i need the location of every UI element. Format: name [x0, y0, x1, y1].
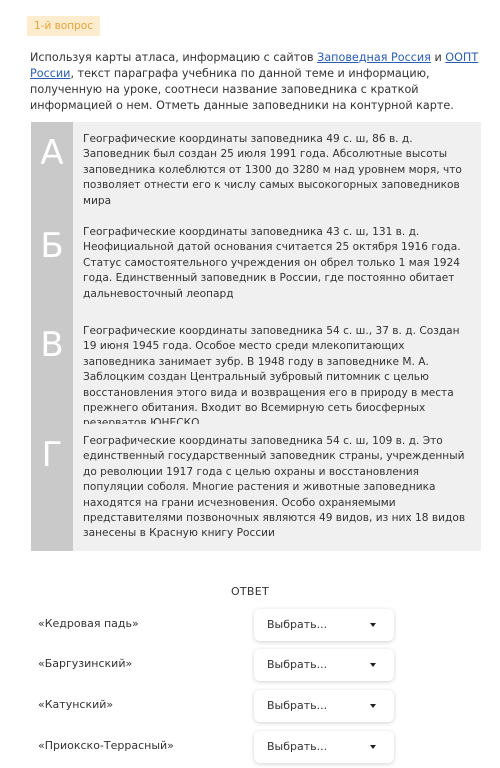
option-description: Географические координаты заповедника 49 с. ш, 86 в. д. Заповедник был создан 25 июля 1991 года. Абсолютные высоты заповедника колеблются от 1300 до 3280 м над уровнем моря, что позволяет отнести его к числу самых высокогорных заповедников мира [73, 122, 481, 215]
answer-row-barguzinsky [0, 649, 500, 679]
option-letter: Г [31, 424, 73, 551]
option-letter: В [31, 314, 73, 424]
answer-label: «Катунский» [38, 698, 114, 711]
option-description: Географические координаты заповедника 54 с. ш., 37 в. д. Создан 19 июня 1945 года. Особое место среди млекопитающих заповедника занимает зубр. В 1948 году в заповеднике М. А. Заблоцким создан Центральный зубровый питомник с целью восстановления этого вида и возвращения его в природу в места прежнего обитания. Входит во Всемирную сеть биосферных [73, 314, 481, 424]
answer-label: «Баргузинский» [38, 657, 133, 670]
answer-row-kedrovaya-pad [0, 609, 500, 639]
select-value: Выбрать... [267, 740, 328, 753]
caret-down-icon [370, 704, 376, 708]
answer-select-dropdown[interactable] [254, 731, 394, 763]
option-letter: Б [31, 215, 73, 314]
option-row-a [31, 122, 481, 215]
answer-heading: ОТВЕТ [230, 585, 270, 598]
intro-text-end: , текст параграфа учебника по данной теме и информацию, полученную на уроке, соотнеси название заповедника с краткой информацией о нем. Отметь данные заповедники на контурной карте. [30, 67, 454, 112]
oopt-rossii-link[interactable]: ООПТ России [30, 51, 479, 80]
option-row-v [31, 314, 481, 424]
caret-down-icon [370, 745, 376, 749]
option-row-g [31, 424, 481, 551]
reserve-descriptions [31, 122, 481, 551]
answer-label: «Кедровая падь» [38, 617, 139, 630]
answer-select-dropdown[interactable] [254, 609, 394, 641]
zapovednaya-rossiya-link[interactable]: Заповедная Россия [317, 51, 431, 64]
option-description: Географические координаты заповедника 43 с. ш, 131 в. д. Неофициальной датой основания считается 25 октября 1916 года. Статус самостоятельного учреждения он обрел только 1 мая 1924 года. Единственный заповедник в России, где постоянно обитает дальневосточный леопард [73, 215, 481, 314]
intro-text-start: Используя карты атласа, информацию с сайтов [30, 51, 318, 64]
option-letter: А [31, 122, 73, 215]
question-number-badge: 1-й вопрос [27, 16, 100, 36]
select-value: Выбрать... [267, 618, 328, 631]
answer-select-dropdown[interactable] [254, 649, 394, 681]
question-text [30, 50, 480, 114]
option-description: Географические координаты заповедника 54 с. ш, 109 в. д. Это единственный государственный заповедник страны, учрежденный до революции 1917 года с целью охраны и восстановления популяции соболя. Многие растения и животные заповедника находятся на грани исчезновения. Особо охраняемыми представителями позвоночных являются 49 видов, из них 18 видов занесены в Красную книгу России [73, 424, 481, 551]
caret-down-icon [370, 663, 376, 667]
answer-row-katunsky [0, 690, 500, 720]
answer-row-prioksko-terrasny [0, 731, 500, 761]
select-value: Выбрать... [267, 658, 328, 671]
select-value: Выбрать... [267, 699, 328, 712]
answer-label: «Приокско-Террасный» [38, 739, 174, 752]
caret-down-icon [370, 623, 376, 627]
option-row-b [31, 215, 481, 314]
answer-select-dropdown[interactable] [254, 690, 394, 722]
intro-text-and: и [430, 51, 446, 64]
